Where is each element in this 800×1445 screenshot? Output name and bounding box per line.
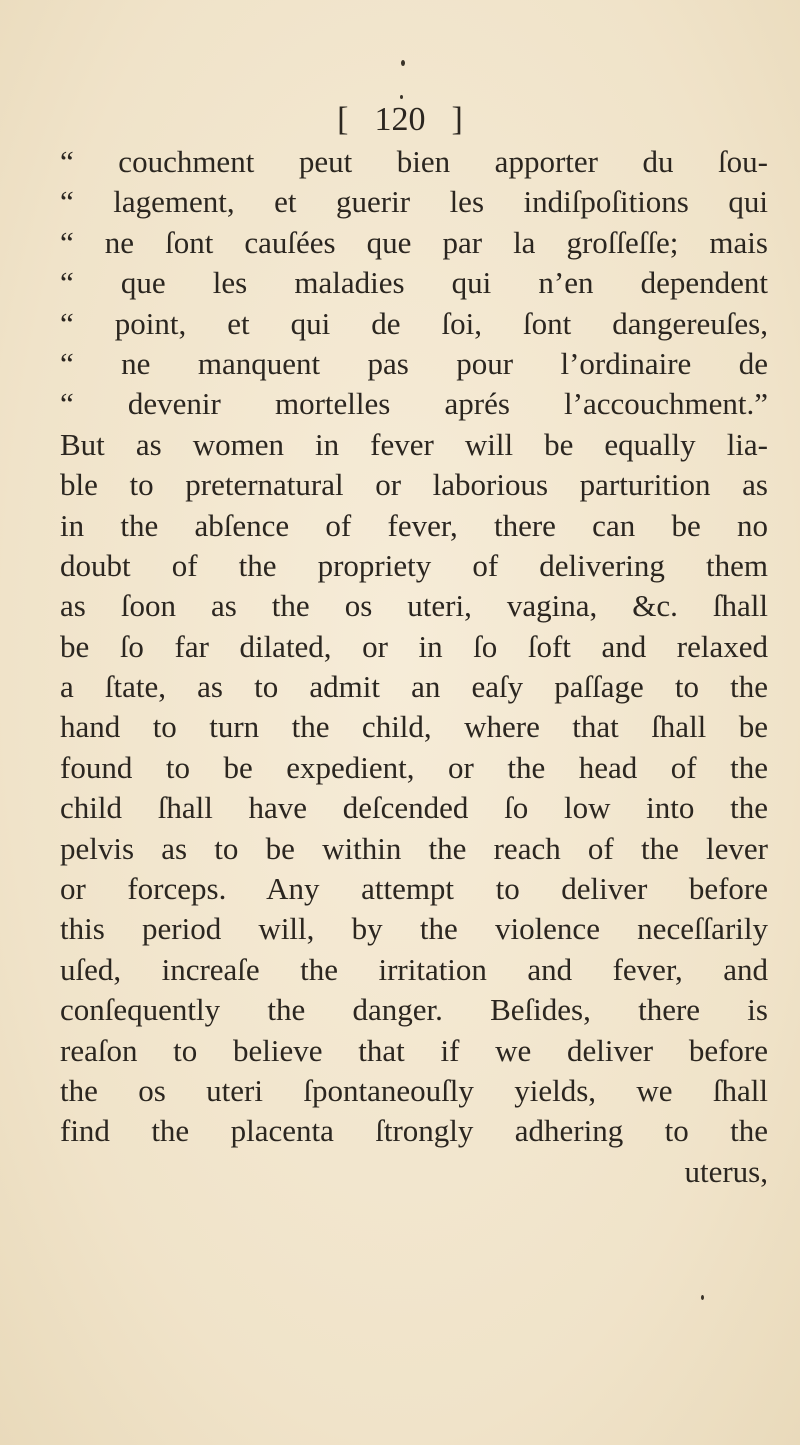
page-header [0, 100, 800, 140]
text-line: “ que les maladies qui n’en dependent [60, 265, 768, 301]
text-line: conſequently the danger. Beſides, there is [60, 992, 768, 1028]
page-text [60, 142, 768, 1192]
text-line: “ devenir mortelles aprés l’accouchment.” [60, 386, 768, 422]
text-line: be ſo far dilated, or in ſo ſoft and relaxed [60, 628, 768, 664]
text-line: find the placenta ſtrongly adhering to the [60, 1113, 768, 1149]
text-line: “ point, et qui de ſoi, ſont dangereuſes, [60, 305, 768, 341]
text-line: a ſtate, as to admit an eaſy paſſage to the [60, 669, 768, 705]
catchword: uterus, [684, 1153, 768, 1189]
text-line: pelvis as to be within the reach of the lever [60, 830, 768, 866]
text-line: ble to preternatural or laborious parturition as [60, 467, 768, 503]
text-line: reaſon to believe that if we deliver before [60, 1032, 768, 1068]
text-line: as ſoon as the os uteri, vagina, &c. ſhall [60, 588, 768, 624]
text-line: doubt of the propriety of delivering them [60, 547, 768, 583]
text-line: child ſhall have deſcended ſo low into the [60, 790, 768, 826]
header-bracket-close: ] [451, 101, 463, 138]
text-line: the os uteri ſpontaneouſly yields, we ſhall [60, 1072, 768, 1108]
ink-speck [400, 95, 403, 99]
text-line: hand to turn the child, where that ſhall be [60, 709, 768, 745]
text-line: But as women in fever will be equally lia- [60, 426, 768, 462]
text-line: found to be expedient, or the head of the [60, 749, 768, 785]
text-line: or forceps. Any attempt to deliver before [60, 871, 768, 907]
text-line: “ couchment peut bien apporter du ſou- [60, 144, 768, 179]
text-line: “ ne manquent pas pour l’ordinaire de [60, 345, 768, 381]
text-line: “ ne ſont cauſées que par la groſſeſſe; mais [60, 224, 768, 260]
header-bracket-open: [ [337, 101, 349, 138]
page-number: 120 [374, 101, 426, 138]
text-line: in the abſence of fever, there can be no [60, 507, 768, 543]
ink-speck [401, 60, 405, 66]
text-line: this period will, by the violence neceſſarily [60, 911, 768, 947]
ink-speck [701, 1295, 704, 1300]
text-line: uſed, increaſe the irritation and fever, and [60, 951, 768, 987]
text-line: “ lagement, et guerir les indiſpoſitions qui [60, 184, 768, 220]
